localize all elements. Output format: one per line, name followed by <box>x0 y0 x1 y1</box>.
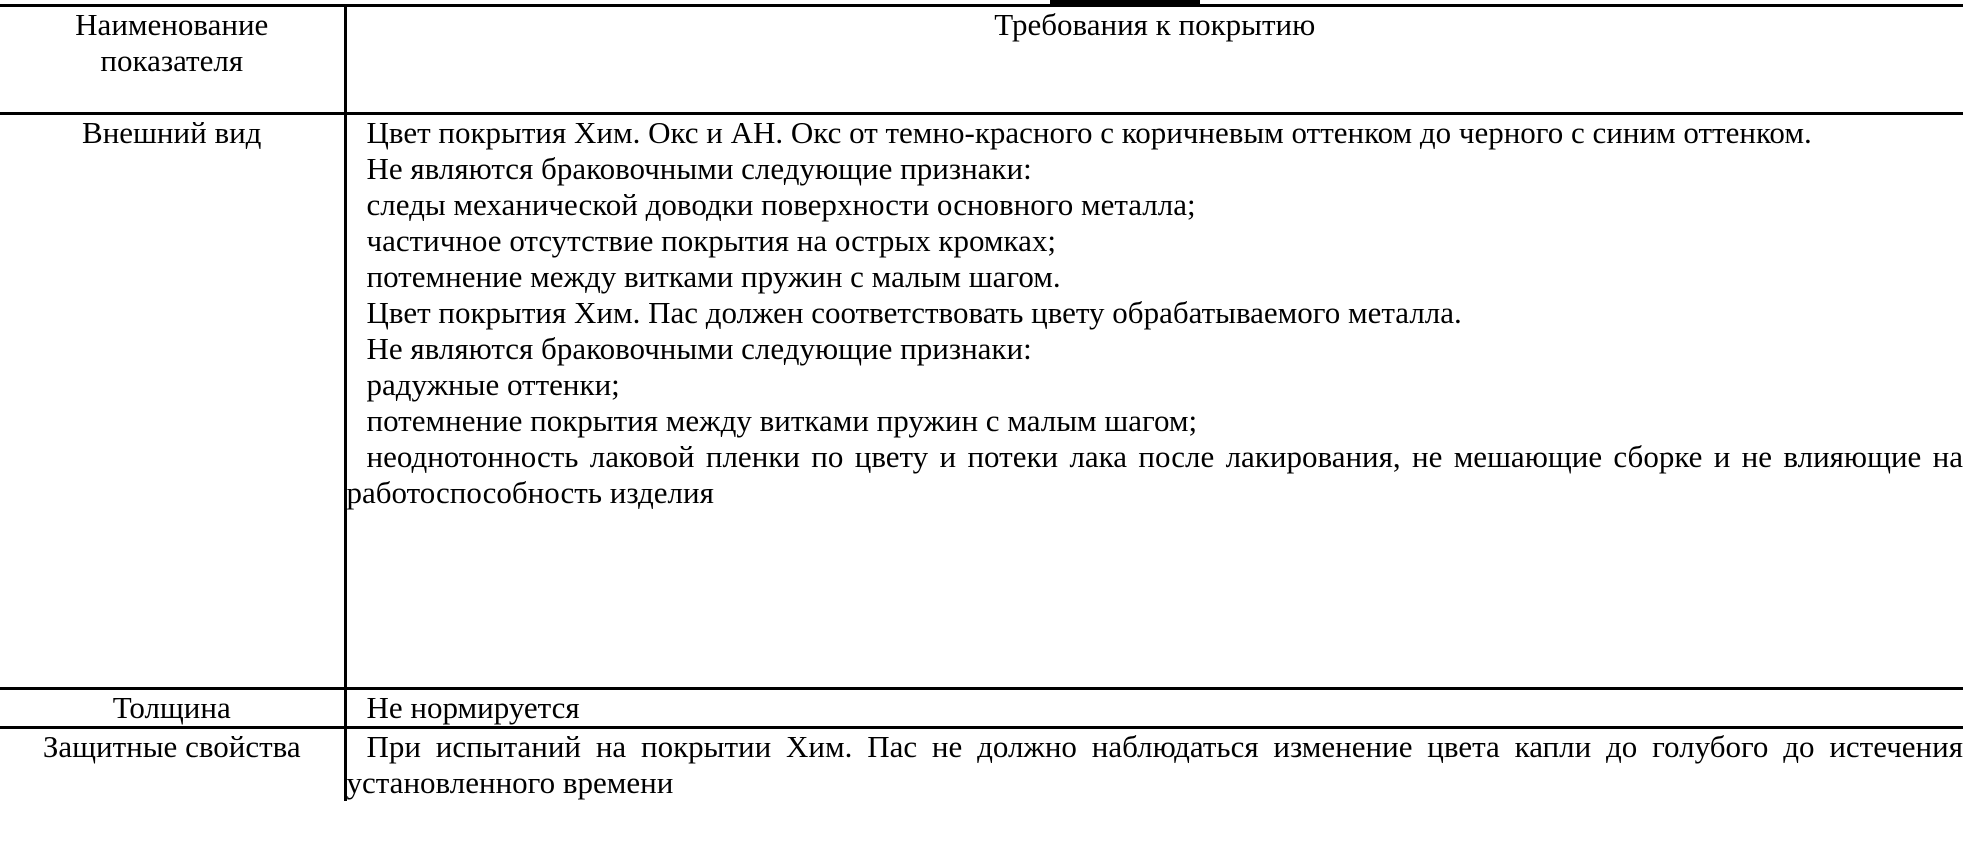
requirement-paragraph: потемнение между витками пружин с малым шагом. <box>366 259 1061 294</box>
table-header-row <box>0 6 1963 114</box>
requirement-paragraph: неоднотонность лаковой пленки по цвету и потеки лака после лакирования, не мешающие сборке и не влияющие на работоспособность изделия <box>346 439 1963 510</box>
requirement-paragraph: Не являются браковочными следующие признаки: <box>366 331 1032 366</box>
header-coating-requirements-text: Требования к покрытию <box>994 7 1316 42</box>
table-row-thickness <box>0 689 1963 728</box>
row-name-cell <box>0 114 345 689</box>
requirement-paragraph: Не являются браковочными следующие признаки: <box>366 151 1032 186</box>
requirement-paragraph: потемнение покрытия между витками пружин с малым шагом; <box>366 403 1198 438</box>
row-requirements-cell <box>345 689 1963 728</box>
coating-requirements-table <box>0 4 1963 801</box>
header-indicator-name-text: Наименование показателя <box>75 7 269 78</box>
requirement-paragraph: Не нормируется <box>366 690 580 725</box>
row-requirements-cell <box>345 728 1963 802</box>
requirement-paragraph: радужные оттенки; <box>366 367 620 402</box>
table-row-appearance <box>0 114 1963 689</box>
table-row-protective-properties <box>0 728 1963 802</box>
row-name-thickness: Толщина <box>112 690 231 725</box>
row-name-appearance: Внешний вид <box>82 115 262 150</box>
requirement-paragraph: При испытаний на покрытии Хим. Пас не должно наблюдаться изменение цвета капли до голубого до истечения установленного времени <box>346 729 1963 800</box>
row-name-cell <box>0 689 345 728</box>
header-indicator-name <box>0 6 345 114</box>
requirement-paragraph: следы механической доводки поверхности основного металла; <box>366 187 1196 222</box>
requirement-paragraph: Цвет покрытия Хим. Окс и АН. Окс от темно-красного с коричневым оттенком до черного с синим оттенком. <box>366 115 1812 150</box>
requirement-paragraph: Цвет покрытия Хим. Пас должен соответствовать цвету обрабатываемого металла. <box>366 295 1462 330</box>
row-name-protective-properties: Защитные свойства <box>42 729 301 764</box>
requirement-paragraph: частичное отсутствие покрытия на острых кромках; <box>366 223 1056 258</box>
row-name-cell <box>0 728 345 802</box>
row-requirements-cell <box>345 114 1963 689</box>
header-coating-requirements <box>345 6 1963 114</box>
